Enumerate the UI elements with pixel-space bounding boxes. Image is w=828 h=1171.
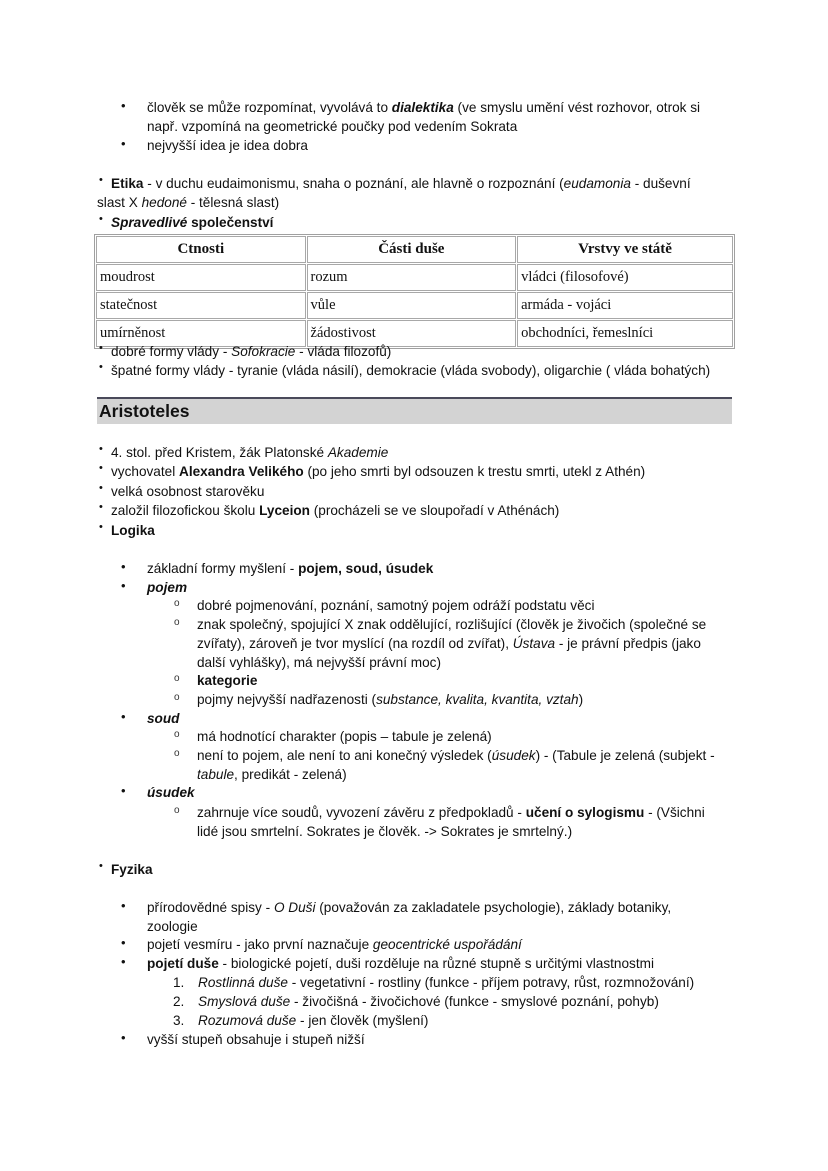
list-item: nejvyšší idea je idea dobra <box>147 138 308 153</box>
sub-list-item <box>197 803 705 822</box>
sub-list-item: znak společný, spojující X znak oddělující, rozlišující (člověk je živočich (společné se <box>197 617 707 632</box>
bullet-icon: • <box>121 954 126 969</box>
bullet-icon: • <box>99 482 103 494</box>
circle-bullet-icon: o <box>174 748 180 759</box>
list-item: velká osobnost starověku <box>111 484 265 499</box>
text: - je právní předpis (jako <box>555 636 701 651</box>
term-pojeti-duse: pojetí duše <box>147 956 219 971</box>
term-tabule: tabule <box>197 767 235 782</box>
text: - v duchu eudaimonismu, snaha o poznání, ale hlavně o rozpoznání ( <box>143 176 564 191</box>
text: - (Všichni <box>644 805 705 820</box>
sub-list-item: kategorie <box>197 673 258 688</box>
term-hedone: hedoné <box>141 195 187 210</box>
text: není to pojem, ale není to ani konečný výsledek ( <box>197 748 492 763</box>
table-cell: umírněnost <box>96 320 306 347</box>
bullet-icon: • <box>99 860 103 872</box>
bullet-icon: • <box>121 709 126 724</box>
table-cell: žádostivost <box>307 320 517 347</box>
table-row <box>96 292 733 319</box>
list-item <box>147 559 433 578</box>
bullet-icon: • <box>121 98 126 113</box>
table-row <box>96 264 733 291</box>
text: založil filozofickou školu <box>111 503 260 518</box>
text: - duševní <box>630 176 691 191</box>
bad-forms-item: špatné formy vlády - tyranie (vláda násilí), demokracie (vláda svobody), oligarchie ( vláda bohatých) <box>111 363 711 378</box>
list-item <box>111 501 559 520</box>
list-item <box>147 98 700 117</box>
circle-bullet-icon: o <box>174 598 180 609</box>
numbered-item <box>198 973 694 992</box>
logika-label: Logika <box>111 523 155 538</box>
etika-continuation <box>97 193 279 212</box>
table-cell: statečnost <box>96 292 306 319</box>
text: vychovatel <box>111 464 180 479</box>
list-number: 3. <box>173 1013 185 1028</box>
bullet-icon: • <box>121 1030 126 1045</box>
circle-bullet-icon: o <box>174 729 180 740</box>
term-soul: Rostlinná duše <box>198 975 288 990</box>
table-cell: vládci (filosofové) <box>517 264 733 291</box>
bullet-icon: • <box>121 136 126 151</box>
term-forms: pojem, soud, úsudek <box>298 561 434 576</box>
sub-list-item <box>197 690 583 709</box>
pojem-label: pojem <box>147 580 188 595</box>
list-item <box>147 935 522 954</box>
usudek-label: úsudek <box>147 785 195 800</box>
term-ustava: Ústava <box>512 636 556 651</box>
term-spravedlive: Spravedlivé <box>111 215 188 230</box>
text: ) - (Tabule je zelená (subjekt - <box>535 748 715 763</box>
text: - vegetativní - rostliny (funkce - příjem potravy, růst, rozmnožování) <box>287 975 695 990</box>
sub-list-item: dobré pojmenování, poznání, samotný pojem odráží podstatu věci <box>197 598 595 613</box>
text: člověk se může rozpomínat, vyvolává to <box>147 100 392 115</box>
circle-bullet-icon: o <box>174 673 180 684</box>
spravedlive-item <box>111 213 273 232</box>
soud-label: soud <box>147 711 180 726</box>
term-alexandr: Alexandra Velikého <box>179 464 304 479</box>
bullet-icon: • <box>99 501 103 513</box>
table-cell: obchodníci, řemeslníci <box>517 320 733 347</box>
text: přírodovědné spisy - <box>147 900 274 915</box>
circle-bullet-icon: o <box>174 805 180 816</box>
bullet-icon: • <box>99 521 103 533</box>
term-sofokracie: Sofokracie <box>231 344 296 359</box>
table-cell: armáda - vojáci <box>517 292 733 319</box>
list-item-continuation: např. vzpomíná na geometrické poučky pod vedením Sokrata <box>147 119 518 134</box>
bullet-icon: • <box>121 783 126 798</box>
etika-label: Etika <box>111 176 144 191</box>
bullet-icon: • <box>99 342 103 354</box>
list-number: 1. <box>173 975 185 990</box>
term-eudamonia: eudamonia <box>563 176 631 191</box>
term-categories: substance, kvalita, kvantita, vztah <box>376 692 579 707</box>
column-header: Vrstvy ve státě <box>517 236 733 263</box>
bullet-icon: • <box>99 462 103 474</box>
table-header-row <box>96 236 733 263</box>
text: pojetí vesmíru - jako první naznačuje <box>147 937 373 952</box>
text: (procházeli se ve sloupořadí v Athénách) <box>309 503 560 518</box>
term-dialektika: dialektika <box>391 100 454 115</box>
fyzika-label: Fyzika <box>111 862 153 877</box>
text: pojmy nejvyšší nadřazenosti ( <box>197 692 377 707</box>
bullet-icon: • <box>121 898 126 913</box>
etika-item <box>111 174 691 193</box>
bullet-icon: • <box>99 174 103 186</box>
text: - biologické pojetí, duši rozděluje na různé stupně s určitými vlastnostmi <box>218 956 654 971</box>
term-lyceion: Lyceion <box>259 503 310 518</box>
column-header: Ctnosti <box>96 236 306 263</box>
good-forms-item <box>111 342 391 361</box>
text: , predikát - zelená) <box>234 767 347 782</box>
column-header: Části duše <box>307 236 517 263</box>
list-item <box>111 462 645 481</box>
bullet-icon: • <box>121 578 126 593</box>
bullet-icon: • <box>121 559 126 574</box>
bullet-icon: • <box>99 361 103 373</box>
list-item-continuation: zoologie <box>147 919 198 934</box>
text: dobré formy vlády - <box>111 344 232 359</box>
bullet-icon: • <box>99 443 103 455</box>
text: ) <box>578 692 584 707</box>
text: (po jeho smrti byl odsouzen k trestu smrti, utekl z Athén) <box>303 464 646 479</box>
list-item: vyšší stupeň obsahuje i stupeň nižší <box>147 1032 365 1047</box>
text: 4. stol. před Kristem, žák Platonské <box>111 445 328 460</box>
term-soul: Rozumová duše <box>198 1013 297 1028</box>
term-geocentric: geocentrické uspořádání <box>372 937 522 952</box>
circle-bullet-icon: o <box>174 692 180 703</box>
table-cell: moudrost <box>96 264 306 291</box>
bullet-icon: • <box>99 213 103 225</box>
table-cell: rozum <box>307 264 517 291</box>
term-o-dusi: O Duši <box>273 900 316 915</box>
term-sylogismus: učení o sylogismu <box>525 805 645 820</box>
text: (ve smyslu umění vést rozhovor, otrok si <box>453 100 701 115</box>
circle-bullet-icon: o <box>174 617 180 628</box>
bullet-icon: • <box>121 935 126 950</box>
list-item <box>147 954 654 973</box>
list-item <box>147 898 671 917</box>
text: - živočišná - živočichové (funkce - smyslové poznání, pohyb) <box>290 994 659 1009</box>
term-akademie: Akademie <box>327 445 389 460</box>
text: - vláda filozofů) <box>295 344 392 359</box>
text: základní formy myšlení - <box>147 561 299 576</box>
term-soul: Smyslová duše <box>198 994 291 1009</box>
text: slast X <box>97 195 142 210</box>
section-heading-text: Aristoteles <box>99 401 190 421</box>
section-heading <box>97 397 732 424</box>
numbered-item <box>198 992 659 1011</box>
sub-list-item-continuation <box>197 765 347 784</box>
sub-list-item <box>197 746 715 765</box>
table-cell: vůle <box>307 292 517 319</box>
text: společenství <box>187 215 274 230</box>
text: zahrnuje více soudů, vyvození závěru z předpokladů - <box>197 805 526 820</box>
text: - tělesná slast) <box>186 195 280 210</box>
sub-list-item: má hodnotící charakter (popis – tabule je zelená) <box>197 729 492 744</box>
list-item <box>111 443 388 462</box>
list-number: 2. <box>173 994 185 1009</box>
sub-list-item-continuation <box>197 634 701 653</box>
term-usudek: úsudek <box>491 748 536 763</box>
numbered-item <box>198 1011 428 1030</box>
text: (považován za zakladatele psychologie), základy botaniky, <box>315 900 672 915</box>
virtues-table <box>94 234 735 349</box>
sub-list-item-continuation: lidé jsou smrtelní. Sokrates je člověk. -> Sokrates je smrtelný.) <box>197 824 573 839</box>
text: zvířaty), zároveň je tvor myslící (na rozdíl od zvířat), <box>197 636 513 651</box>
text: - jen člověk (myšlení) <box>296 1013 429 1028</box>
sub-list-item-continuation: další vyhlášky), má nejvyšší právní moc) <box>197 655 442 670</box>
